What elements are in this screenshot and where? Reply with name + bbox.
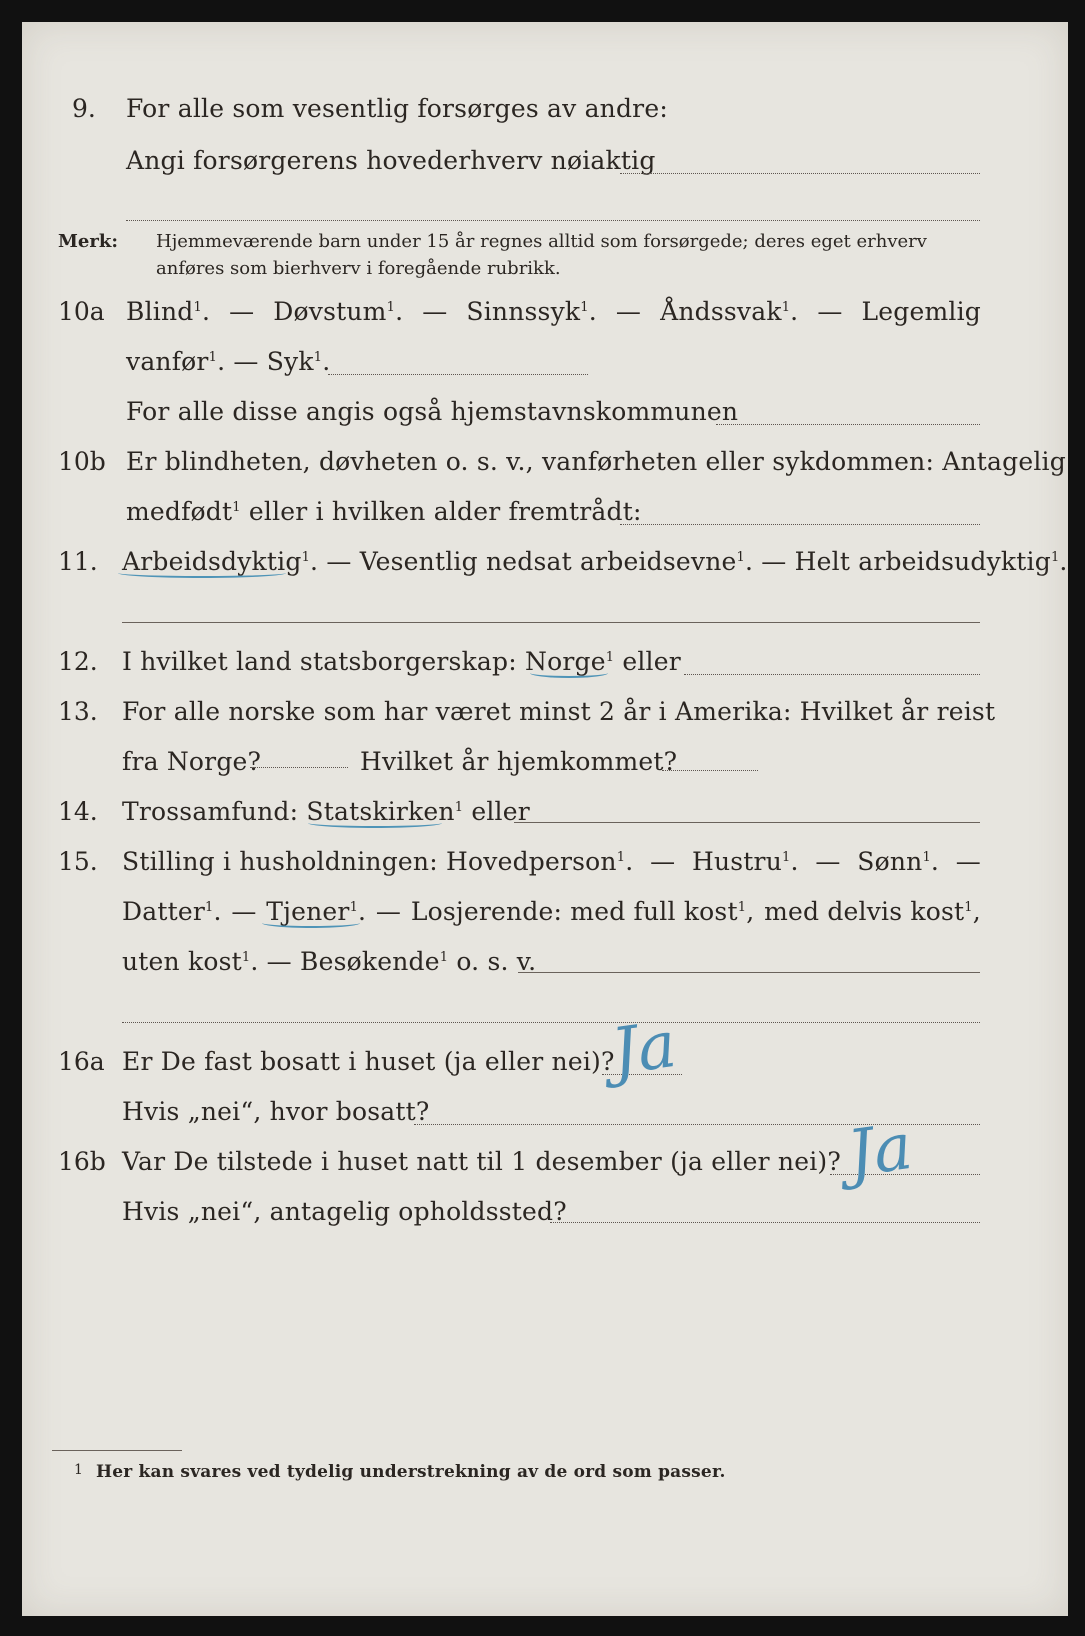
q16a-number: 16a — [58, 1047, 105, 1076]
census-form-page — [22, 22, 1068, 1616]
opt-delvis[interactable]: med delvis kost — [764, 897, 965, 926]
q10a-line2: vanfør$^1$. — Syk$^1$. — [126, 347, 331, 376]
q13-hjem: Hvilket år hjemkommet? — [360, 747, 678, 776]
opt-besokende[interactable]: Besøkende — [300, 947, 440, 976]
q16b-opholdssted-field[interactable] — [550, 1222, 980, 1223]
opt-legemlig[interactable]: Legemlig — [861, 297, 981, 326]
opt-dovstum[interactable]: Døvstum — [273, 297, 387, 326]
q12-land-field[interactable] — [684, 674, 980, 675]
opt-sonn[interactable]: Sønn — [857, 847, 923, 876]
q10b-line2: medfødt$^1$ eller i hvilken alder fremtrådt: — [126, 497, 642, 526]
q11-number: 11. — [58, 547, 98, 576]
q11-rule — [122, 622, 980, 623]
underline-statskirken — [308, 818, 442, 828]
q10b-line1: Er blindheten, døvheten o. s. v., vanførheten eller sykdommen: Antagelig — [126, 447, 1066, 476]
q9-answer-field-2[interactable] — [126, 220, 980, 221]
opt-norge[interactable]: Norge — [525, 647, 606, 676]
opt-andssvak[interactable]: Åndssvak — [660, 297, 782, 326]
q15-line3: uten kost$^1$. — Besøkende$^1$ o. s. v. — [122, 947, 537, 976]
q10a-syk-field[interactable] — [328, 374, 588, 375]
q9-answer-field[interactable] — [620, 173, 980, 174]
q16a-line1: Er De fast bosatt i huset (ja eller nei)? — [122, 1047, 615, 1076]
q16b-number: 16b — [58, 1147, 106, 1176]
q12-line: I hvilket land statsborgerskap: Norge$^1$ eller — [122, 647, 681, 676]
merk-label: Merk: — [58, 231, 118, 252]
opt-datter[interactable]: Datter — [122, 897, 205, 926]
opt-hustru[interactable]: Hustru — [691, 847, 782, 876]
footnote-rule — [52, 1450, 182, 1451]
q10a-line3: For alle disse angis også hjemstavnskommunen — [126, 397, 739, 426]
q16b-line1: Var De tilstede i huset natt til 1 desember (ja eller nei)? — [122, 1147, 841, 1176]
opt-arbeidsdyktig[interactable]: Arbeidsdyktig — [122, 547, 302, 576]
underline-arbeidsdyktig — [118, 568, 286, 578]
merk-line1: Hjemmeværende barn under 15 år regnes alltid som forsørgede; deres eget erhverv — [156, 231, 927, 252]
q9-number: 9. — [72, 94, 96, 123]
opt-sinnssyk[interactable]: Sinnssyk — [466, 297, 581, 326]
q10b-number: 10b — [58, 447, 106, 476]
q10a-line1: Blind$^1$. — Døvstum$^1$. — Sinnssyk$^1$. — Åndssvak$^1$. — Legemlig — [126, 297, 981, 326]
underline-norge — [530, 668, 608, 678]
q10a-number: 10a — [58, 297, 105, 326]
q15-field[interactable] — [518, 972, 980, 973]
footnote-text: Her kan svares ved tydelig understrekning av de ord som passer. — [96, 1462, 726, 1482]
q12-number: 12. — [58, 647, 98, 676]
q16b-handwritten-answer: Ja — [843, 1109, 917, 1193]
opt-vanfor[interactable]: vanfør — [126, 347, 209, 376]
q15-field-2[interactable] — [122, 1022, 980, 1023]
opt-blind[interactable]: Blind — [126, 297, 194, 326]
q13-line1: For alle norske som har været minst 2 år i Amerika: Hvilket år reist — [122, 697, 996, 726]
q14-number: 14. — [58, 797, 98, 826]
q9-line2: Angi forsørgerens hovederhverv nøiaktig — [126, 146, 656, 175]
q15-number: 15. — [58, 847, 98, 876]
q9-line1: For alle som vesentlig forsørges av andre: — [126, 94, 668, 123]
opt-udyktig[interactable]: Helt arbeidsudyktig — [794, 547, 1051, 576]
q16a-line2: Hvis „nei“, hvor bosatt? — [122, 1097, 430, 1126]
q14-line: Trossamfund: Statskirken$^1$ eller — [122, 797, 530, 826]
underline-tjener — [262, 918, 360, 928]
footnote-mark: 1 — [74, 1462, 84, 1478]
q16b-line2: Hvis „nei“, antagelig opholdssted? — [122, 1197, 567, 1226]
q10a-kommune-field[interactable] — [716, 424, 980, 425]
q11-line1: Arbeidsdyktig$^1$. — Vesentlig nedsat arbeidsevne$^1$. — Helt arbeidsudyktig$^1$. — [122, 547, 1068, 576]
q13-hjem-field[interactable] — [662, 770, 758, 771]
merk-line2: anføres som bierhverv i foregående rubrikk. — [156, 258, 561, 279]
q13-fra: fra Norge? — [122, 747, 262, 776]
q10b-alder-field[interactable] — [620, 524, 980, 525]
opt-nedsat[interactable]: Vesentlig nedsat arbeidsevne — [359, 547, 737, 576]
q14-field[interactable] — [514, 822, 980, 823]
opt-medfodt[interactable]: medfødt — [126, 497, 233, 526]
q15-line1: Stilling i husholdningen: Hovedperson$^1$. — Hustru$^1$. — Sønn$^1$. — — [122, 847, 981, 876]
opt-uten-kost[interactable]: uten kost — [122, 947, 242, 976]
opt-syk[interactable]: Syk — [266, 347, 314, 376]
opt-losjerende[interactable]: Losjerende: med full kost — [410, 897, 738, 926]
q16a-handwritten-answer: Ja — [607, 1007, 681, 1091]
q15-line2: Datter$^1$. — Tjener$^1$. — Losjerende: med full kost$^1$, med delvis kost$^1$, — [122, 897, 981, 926]
q13-number: 13. — [58, 697, 98, 726]
opt-tjener[interactable]: Tjener — [266, 897, 350, 926]
opt-statskirken[interactable]: Statskirken — [306, 797, 455, 826]
q13-reist-field[interactable] — [250, 767, 348, 768]
